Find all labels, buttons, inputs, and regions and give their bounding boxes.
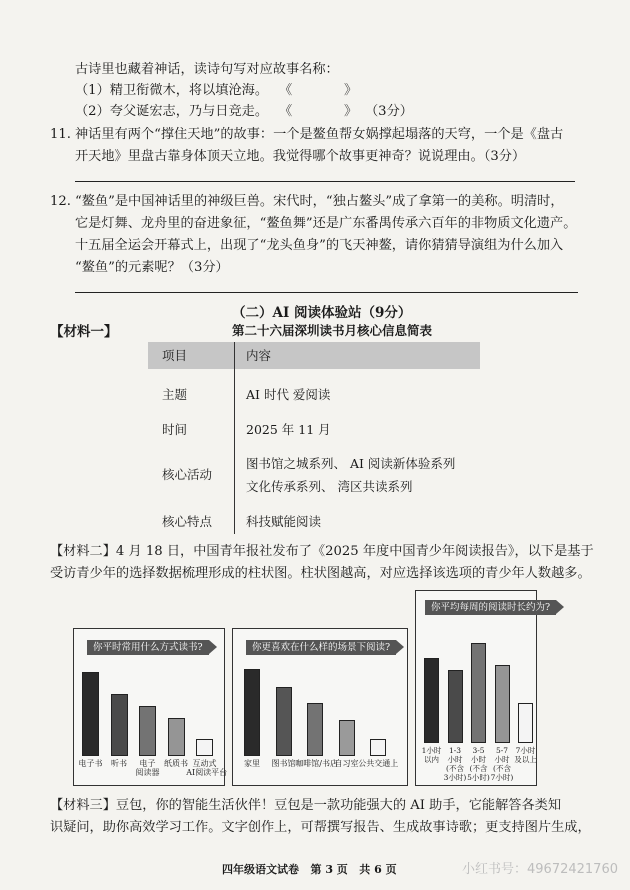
category-label: 图书馆 bbox=[271, 759, 296, 768]
section-title: （二）AI 阅读体验站（9分） bbox=[232, 305, 412, 321]
poem-line-1: （1）精卫衔微木，将以填沧海。 bbox=[75, 83, 269, 98]
table-row-time-item: 时间 bbox=[162, 422, 188, 437]
q11-number: 11. bbox=[50, 127, 71, 142]
material-3-line-2: 识疑问，助你高效学习工作。文字创作上，可帮撰写报告、生成故事诗歌；更支持图片生成， bbox=[50, 820, 591, 835]
info-table bbox=[148, 342, 480, 534]
table-divider bbox=[234, 342, 235, 534]
bar bbox=[139, 706, 156, 756]
chart-title: 你平均每周的阅读时长约为? bbox=[425, 600, 556, 615]
bar bbox=[471, 643, 486, 744]
category-label: 自习室 bbox=[334, 759, 359, 768]
category-label: 7小时 及以上 bbox=[514, 746, 537, 764]
table-row-time-content: 2025 年 11 月 bbox=[246, 422, 331, 437]
material-2-line-2: 受访青少年的选择数据梳理形成的柱状图。柱状图越高，对应选择该选项的青少年人数越多。 bbox=[50, 566, 591, 581]
q12-line-4: “鳌鱼”的元素呢？（3分） bbox=[75, 260, 229, 275]
table-row-activity-content-2: 文化传承系列、 湾区共读系列 bbox=[246, 479, 413, 494]
chart-title: 你平时常用什么方式读书? bbox=[87, 640, 209, 655]
category-label: 互动式 AI阅读平台 bbox=[186, 759, 228, 777]
table-row-activity-content-1: 图书馆之城系列、 AI 阅读新体验系列 bbox=[246, 456, 456, 471]
bar bbox=[448, 670, 463, 744]
bar bbox=[82, 672, 99, 756]
q12-answer-line[interactable] bbox=[75, 292, 578, 293]
chart-reading-scene bbox=[232, 628, 408, 786]
bar bbox=[339, 720, 355, 756]
question-intro: 古诗里也藏着神话，读诗句写对应故事名称： bbox=[75, 62, 339, 77]
table-header-row bbox=[148, 342, 480, 369]
table-header-content: 内容 bbox=[246, 348, 272, 363]
bar bbox=[495, 665, 510, 743]
q12-number: 12. bbox=[50, 194, 71, 209]
table-row-theme-content: AI 时代 爱阅读 bbox=[246, 387, 331, 402]
table-header-item: 项目 bbox=[162, 348, 188, 363]
category-label: 电子书 bbox=[78, 759, 103, 768]
material-2-line-1: 【材料二】4 月 18 日，中国青年报社发布了《2025 年度中国青少年阅读报告》，以下是基于 bbox=[50, 544, 594, 559]
poem-line-2: （2）夸父诞宏志，乃与日竞走。 bbox=[75, 104, 269, 119]
chart-reading-method bbox=[73, 628, 228, 786]
category-label: 咖啡馆/书店 bbox=[295, 759, 338, 768]
q12-line-2: 它是灯舞、龙舟里的奋进象征，“鳌鱼舞”还是广东番禺传承六百年的非物质文化遗产。 bbox=[75, 216, 577, 231]
poem-score: （3分） bbox=[365, 104, 413, 119]
category-label: 家里 bbox=[244, 759, 260, 768]
q11-line-2: 开天地》里盘古靠身体顶天立地。我觉得哪个故事更神奇？说说理由。（3分） bbox=[75, 149, 526, 164]
chart-title: 你更喜欢在什么样的场景下阅读? bbox=[246, 640, 396, 655]
q12-line-3: 十五届全运会开幕式上，出现了“龙头鱼身”的飞天神鳌，请你猜猜导演组为什么加入 bbox=[75, 238, 564, 253]
table-row-feature-content: 科技赋能阅读 bbox=[246, 514, 322, 529]
category-label: 1小时 以内 bbox=[421, 746, 442, 764]
table-row-theme-item: 主题 bbox=[162, 387, 188, 402]
watermark-text: 小红书号：49672421760 bbox=[462, 862, 618, 877]
bar bbox=[276, 687, 292, 756]
title-open-bracket-2: 《 bbox=[279, 104, 293, 119]
bar bbox=[307, 703, 323, 756]
category-label: 公共交通上 bbox=[358, 759, 399, 768]
category-label: 电子 阅读器 bbox=[135, 759, 160, 777]
category-label: 听书 bbox=[111, 759, 127, 768]
category-label: 5-7 小时 (不含 7小时) bbox=[490, 746, 514, 782]
material-1-label: 【材料一】 bbox=[50, 324, 118, 340]
table-title: 第二十六届深圳读书月核心信息简表 bbox=[232, 323, 433, 338]
bar bbox=[196, 739, 213, 756]
bar bbox=[168, 718, 185, 756]
category-label: 3-5 小时 (不含 5小时) bbox=[467, 746, 490, 782]
bar bbox=[370, 739, 386, 756]
bar bbox=[244, 669, 260, 756]
q11-answer-line[interactable] bbox=[75, 181, 575, 182]
title-close-bracket-1: 》 bbox=[344, 83, 358, 98]
q12-line-1: “鳌鱼”是中国神话里的神级巨兽。宋代时，“独占鳌头”成了拿第一的美称。明清时， bbox=[75, 194, 564, 209]
table-row-activity-item: 核心活动 bbox=[162, 467, 213, 482]
chart-reading-time bbox=[415, 590, 551, 786]
bar bbox=[518, 703, 533, 744]
material-3-line-1: 【材料三】豆包，你的智能生活伙伴！豆包是一款功能强大的 AI 助手，它能解答各类知 bbox=[50, 798, 562, 813]
category-label: 1-3 小时 (不含 3小时) bbox=[443, 746, 467, 782]
bar bbox=[424, 658, 439, 744]
category-label: 纸质书 bbox=[164, 759, 188, 768]
q11-line-1: 神话里有两个“撑住天地”的故事：一个是鳌鱼帮女娲撑起塌落的天穹，一个是《盘古 bbox=[75, 127, 564, 142]
title-open-bracket-1: 《 bbox=[279, 83, 293, 98]
title-close-bracket-2: 》 bbox=[344, 104, 358, 119]
page-footer: 四年级语文试卷 第 3 页 共 6 页 bbox=[222, 863, 397, 876]
bar bbox=[111, 694, 128, 756]
table-row-feature-item: 核心特点 bbox=[162, 514, 213, 529]
